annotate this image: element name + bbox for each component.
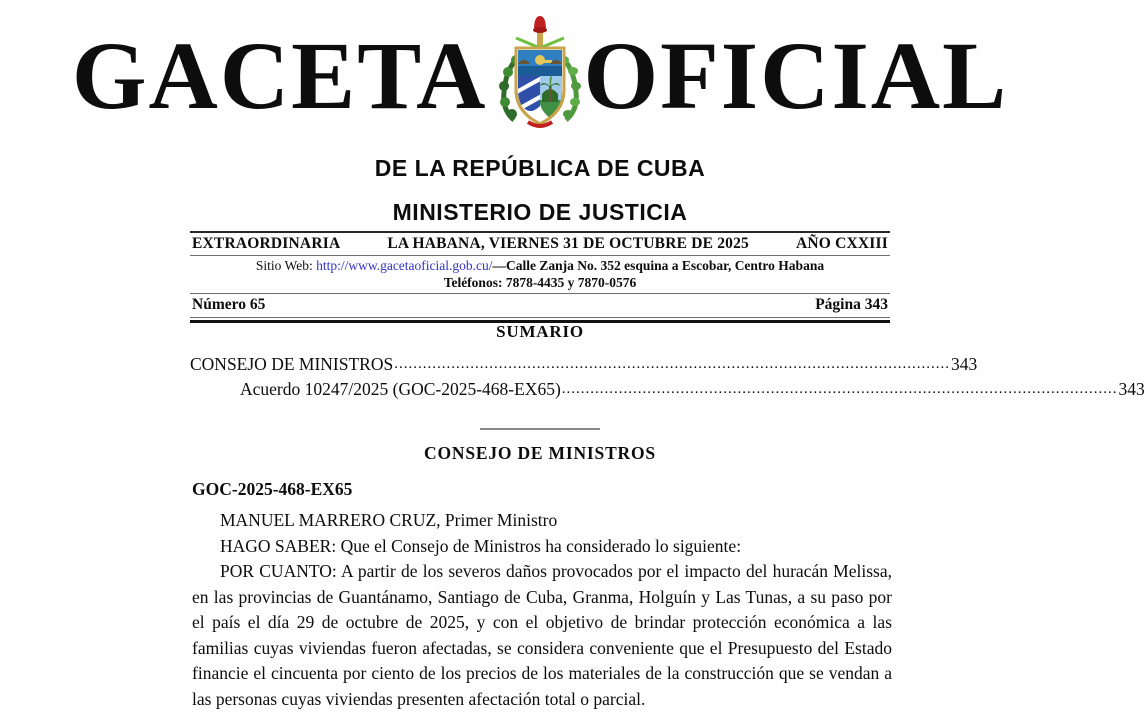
issue-header-row [190,233,890,255]
place-and-date: LA HABANA, VIERNES 31 DE OCTUBRE DE 2025 [387,235,750,252]
website-label: Sitio Web: [255,258,317,273]
cuban-coat-of-arms-icon [492,14,588,136]
section-heading-consejo: CONSEJO DE MINISTROS [424,443,656,463]
paragraph-signatory: MANUEL MARRERO CRUZ, Primer Ministro [220,510,558,530]
summary-entry-page: 343 [950,354,978,374]
issue-number: Número 65 [192,296,266,313]
summary-section [190,322,1145,404]
number-and-page-row [190,294,890,317]
website-and-address-line [190,256,890,274]
dot-leader: ..................................................................................................................... [561,381,1118,397]
summary-entry-label: Acuerdo 10247/2025 (GOC-2025-468-EX65) [240,379,561,399]
document-body [192,508,892,712]
document-code: GOC-2025-468-EX65 [192,479,353,499]
website-url-link[interactable]: http://www.gacetaoficial.gob.cu/ [316,258,493,273]
ministry-subtitle: MINISTERIO DE JUSTICIA [392,199,688,225]
edition-type: EXTRAORDINARIA [192,235,341,252]
republic-subtitle: DE LA REPÚBLICA DE CUBA [374,155,706,181]
summary-entry-acuerdo[interactable] [190,379,1145,400]
summary-entry-organ[interactable] [190,354,978,375]
masthead-word-gaceta: GACETA [71,22,488,129]
page-number: Página 343 [815,296,888,313]
issue-info-block [190,231,890,323]
masthead [0,0,1080,225]
summary-entry-page: 343 [1118,379,1145,399]
office-address: —Calle Zanja No. 352 esquina a Escobar, Centro Habana [492,258,825,273]
summary-title: SUMARIO [496,322,584,341]
paragraph-hago-saber: HAGO SABER: Que el Consejo de Ministros ha considerado lo siguiente: [220,535,742,556]
phone-line: Teléfonos: 7878-4435 y 7870-0576 [443,275,637,290]
year-roman: AÑO CXXIII [796,235,888,252]
summary-entry-label: CONSEJO DE MINISTROS [190,354,394,374]
dot-leader: ..................................................................................................................... [394,356,950,372]
masthead-word-oficial: OFICIAL [583,22,1009,129]
section-divider [480,428,600,430]
paragraph-por-cuanto: POR CUANTO: A partir de los severos daños provocados por el impacto del huracán Melissa, en las provincias de Guantánamo, Santiago de Cuba, Granma, Holguín y Las Tunas, a su paso por el país el día 29 de octubre de 2025, y con el objetivo de brindar protección económica a las familias cuyas viviendas fueron afectadas, se considera conveniente que el Presupuesto del Estado financie el cincuenta por ciento de los precios de los materiales de la construcción que se vendan a las personas cuyas viviendas presenten afectación total o parcial. [192,561,892,709]
